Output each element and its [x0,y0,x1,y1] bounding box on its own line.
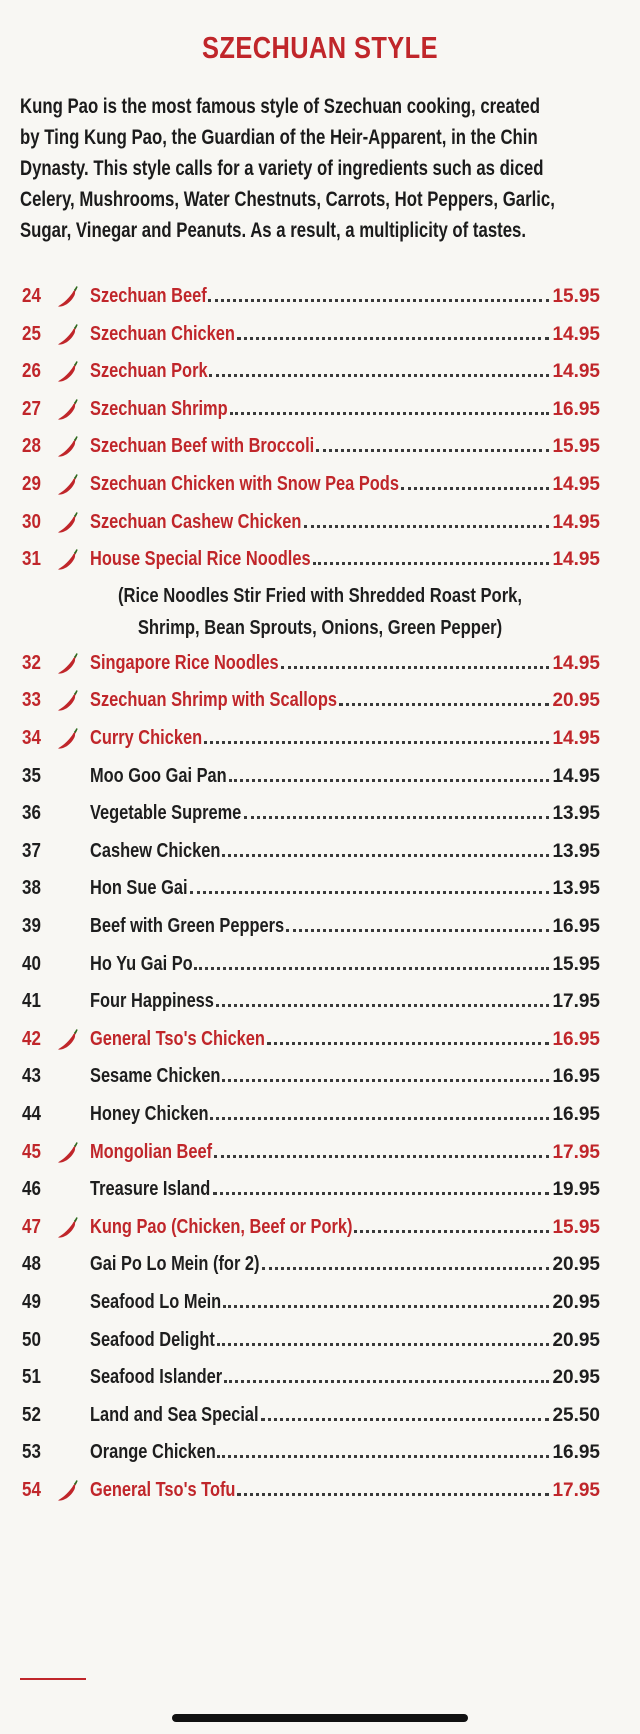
menu-item-51 [0,1362,640,1398]
hot-pepper-icon [56,689,80,713]
item-name: Seafood Islander [90,1366,223,1389]
item-name: Seafood Lo Mein [90,1291,222,1313]
menu-item-27 [0,394,640,430]
item-number: 42 [22,1027,41,1050]
dot-leader [267,1028,549,1045]
item-price: 16.95 [552,398,600,420]
item-number: 38 [22,877,41,900]
item-number: 34 [22,727,41,749]
item-leader-line [90,398,600,426]
item-leader-line [90,548,600,576]
hot-pepper-icon [56,398,80,422]
item-number: 39 [22,915,41,937]
item-price: 14.95 [552,361,600,383]
item-leader-line [90,1441,600,1469]
item-price: 20.95 [552,1367,600,1389]
item-price: 14.95 [552,323,600,345]
hot-pepper-icon [56,1479,80,1503]
menu-item-35 [0,761,640,797]
item-name: Treasure Island [90,1178,211,1201]
item-name: Beef with Green Peppers [90,915,285,937]
menu-item-54 [0,1475,640,1511]
menu-item-31 [0,544,640,580]
item-price: 14.95 [552,549,600,571]
dot-leader [208,285,549,302]
item-price: 19.95 [552,1179,600,1201]
item-31-description [0,580,640,644]
dot-leader [304,511,550,528]
hot-pepper-icon [56,511,80,535]
hot-pepper-icon [56,285,80,309]
item-name: Four Happiness [90,990,214,1013]
home-indicator-bar[interactable] [172,1714,468,1722]
menu-item-29 [0,469,640,505]
menu-item-50 [0,1325,640,1361]
item-name: Szechuan Beef [90,285,207,307]
hot-pepper-icon [56,727,80,751]
dot-leader [244,802,550,819]
item-price: 14.95 [552,765,600,787]
item-leader-line [90,727,600,755]
menu-item-52 [0,1400,640,1436]
menu-item-48 [0,1249,640,1285]
item-leader-line [90,990,600,1018]
item-number: 48 [22,1253,41,1276]
dot-leader [216,990,549,1007]
item-price: 15.95 [552,953,600,975]
menu-item-43 [0,1061,640,1097]
intro-line: by Ting Kung Pao, the Guardian of the Heir-Apparent, in the Chin [20,125,538,149]
menu-item-41 [0,986,640,1022]
menu-item-34 [0,723,640,759]
item-number: 51 [22,1366,41,1389]
item-name: Kung Pao (Chicken, Beef or Pork) [90,1215,353,1238]
item-leader-line [90,1253,600,1281]
item-leader-line [90,473,600,501]
intro-paragraph [20,91,613,246]
dot-leader [214,1141,550,1158]
item-name: Orange Chicken [90,1441,216,1464]
dot-leader [316,435,549,452]
item-leader-line [90,840,600,868]
menu-title: SZECHUAN STYLE [202,30,438,65]
item-number: 25 [22,322,41,345]
menu-item-40 [0,949,640,985]
item-number: 29 [22,473,41,495]
dot-leader [213,1178,550,1195]
dot-leader [222,840,550,857]
item-leader-line [90,652,600,680]
dot-leader [224,1366,549,1383]
item-price: 16.95 [552,1104,600,1125]
item-number: 31 [22,548,41,571]
item-price: 15.95 [552,1216,600,1238]
item-name: Singapore Rice Noodles [90,651,279,674]
item-name: General Tso's Chicken [90,1027,265,1050]
menu-item-33 [0,685,640,721]
item-leader-line [90,877,600,905]
item-number: 35 [22,764,41,787]
dot-leader [230,398,550,415]
item-price: 20.95 [552,1329,600,1351]
item-leader-line [90,285,600,313]
item-name: Honey Chicken [90,1103,209,1125]
dot-leader [281,652,549,669]
item-leader-line [90,1065,600,1093]
item-number: 45 [22,1140,41,1163]
item-price: 20.95 [552,690,600,712]
item-leader-line [90,1291,600,1319]
menu-item-32 [0,648,640,684]
item-price: 17.95 [552,1480,600,1501]
item-price: 13.95 [552,840,600,862]
item-name: Szechuan Chicken [90,322,235,345]
hot-pepper-icon [56,1028,80,1052]
item-price: 17.95 [552,991,600,1013]
item-name: Szechuan Shrimp with Scallops [90,689,337,712]
item-name: Szechuan Cashew Chicken [90,510,302,533]
item-leader-line [90,1028,600,1056]
item-number: 26 [22,360,41,383]
item-number: 52 [22,1403,41,1426]
menu-item-44 [0,1099,640,1135]
item-number: 24 [22,285,41,307]
item-leader-line [90,802,600,830]
dot-leader [210,1103,549,1120]
item-name: Cashew Chicken [90,839,221,862]
item-number: 32 [22,651,41,674]
item-name: Vegetable Supreme [90,802,242,825]
item-leader-line [90,435,600,463]
menu-item-25 [0,319,640,355]
item-leader-line [90,1216,600,1244]
item-price: 16.95 [552,1028,600,1050]
dot-leader [286,915,550,932]
item-price: 16.95 [552,1442,600,1464]
item-name: General Tso's Tofu [90,1479,236,1501]
item-price: 13.95 [552,803,600,825]
item-number: 30 [22,510,41,533]
item-name: Szechuan Pork [90,360,208,383]
menu-item-28 [0,431,640,467]
item-leader-line [90,1178,600,1206]
item-leader-line [90,1329,600,1357]
item-number: 27 [22,397,41,420]
item-leader-line [90,953,600,981]
menu-item-26 [0,356,640,392]
item-name: Seafood Delight [90,1328,215,1351]
item-leader-line [90,360,600,388]
item-number: 47 [22,1215,41,1238]
dot-leader [194,953,549,970]
intro-line: Celery, Mushrooms, Water Chestnuts, Carrots, Hot Peppers, Garlic, [20,187,555,211]
dot-leader [237,323,550,340]
item-price: 15.95 [552,436,600,458]
item-number: 49 [22,1291,41,1313]
item-leader-line [90,689,600,717]
menu-item-49 [0,1287,640,1323]
intro-line: Kung Pao is the most famous style of Szechuan cooking, created [20,94,540,118]
intro-line: Dynasty. This style calls for a variety of ingredients such as diced [20,156,544,180]
item-leader-line [90,511,600,539]
item-price: 13.95 [552,878,600,900]
item-number: 36 [22,802,41,825]
hot-pepper-icon [56,652,80,676]
item-price: 15.95 [552,286,600,307]
hot-pepper-icon [56,323,80,347]
item-name: Curry Chicken [90,727,203,749]
item-price: 14.95 [552,511,600,533]
item-name: Szechuan Beef with Broccoli [90,435,315,458]
dot-leader [222,1065,549,1082]
item-name: Mongolian Beef [90,1140,213,1163]
dot-leader [217,1441,549,1458]
item-number: 37 [22,839,41,862]
item-price: 16.95 [552,916,600,937]
dot-leader [229,765,550,782]
item-number: 33 [22,689,41,712]
menu-item-39 [0,911,640,947]
dot-leader [354,1216,549,1233]
item-price: 14.95 [552,728,600,749]
item-leader-line [90,765,600,793]
dot-leader [217,1329,549,1346]
dot-leader [261,1404,550,1421]
intro-line: Sugar, Vinegar and Peanuts. As a result, a multiplicity of tastes. [20,218,527,242]
item-31-description-line: (Rice Noodles Stir Fried with Shredded Roast Pork, [117,584,523,607]
item-number: 43 [22,1065,41,1088]
item-leader-line [90,1479,600,1507]
item-price: 20.95 [552,1254,600,1276]
item-leader-line [90,1141,600,1169]
hot-pepper-icon [56,1216,80,1240]
dot-leader [339,689,549,706]
menu-item-47 [0,1212,640,1248]
dot-leader [190,877,550,894]
hot-pepper-icon [56,473,80,497]
dot-leader [262,1253,550,1270]
item-leader-line [90,1366,600,1394]
item-54-underline [20,1678,86,1680]
menu-item-24 [0,281,640,317]
item-leader-line [90,915,600,943]
item-leader-line [90,1404,600,1432]
dot-leader [223,1291,549,1308]
item-name: Sesame Chicken [90,1065,221,1088]
menu-item-42 [0,1024,640,1060]
item-name: Szechuan Chicken with Snow Pea Pods [90,473,399,495]
hot-pepper-icon [56,548,80,572]
dot-leader [209,360,549,377]
menu-item-38 [0,873,640,909]
item-price: 25.50 [552,1404,600,1426]
item-price: 16.95 [552,1066,600,1088]
item-price: 20.95 [552,1292,600,1313]
hot-pepper-icon [56,1141,80,1165]
menu-item-30 [0,507,640,543]
menu-item-53 [0,1437,640,1473]
item-number: 44 [22,1103,41,1125]
dot-leader [313,548,549,565]
item-name: Land and Sea Special [90,1403,259,1426]
hot-pepper-icon [56,360,80,384]
item-number: 41 [22,990,41,1013]
menu-item-37 [0,836,640,872]
item-number: 46 [22,1178,41,1201]
dot-leader [237,1479,549,1496]
item-name: House Special Rice Noodles [90,548,311,571]
item-price: 14.95 [552,652,600,674]
item-31-description-line: Shrimp, Bean Sprouts, Onions, Green Pepper) [137,616,503,639]
item-name: Moo Goo Gai Pan [90,764,227,787]
item-number: 50 [22,1328,41,1351]
item-number: 28 [22,435,41,458]
item-leader-line [90,1103,600,1131]
item-number: 54 [22,1479,41,1501]
item-name: Szechuan Shrimp [90,397,228,420]
dot-leader [401,473,550,490]
menu-item-45 [0,1137,640,1173]
item-number: 40 [22,952,41,975]
menu-item-46 [0,1174,640,1210]
hot-pepper-icon [56,435,80,459]
menu-item-36 [0,798,640,834]
item-price: 14.95 [552,474,600,495]
dot-leader [204,727,550,744]
item-price: 17.95 [552,1141,600,1163]
item-leader-line [90,323,600,351]
item-number: 53 [22,1441,41,1464]
item-name: Hon Sue Gai [90,877,188,900]
item-name: Gai Po Lo Mein (for 2) [90,1253,260,1276]
item-name: Ho Yu Gai Po [90,952,193,975]
